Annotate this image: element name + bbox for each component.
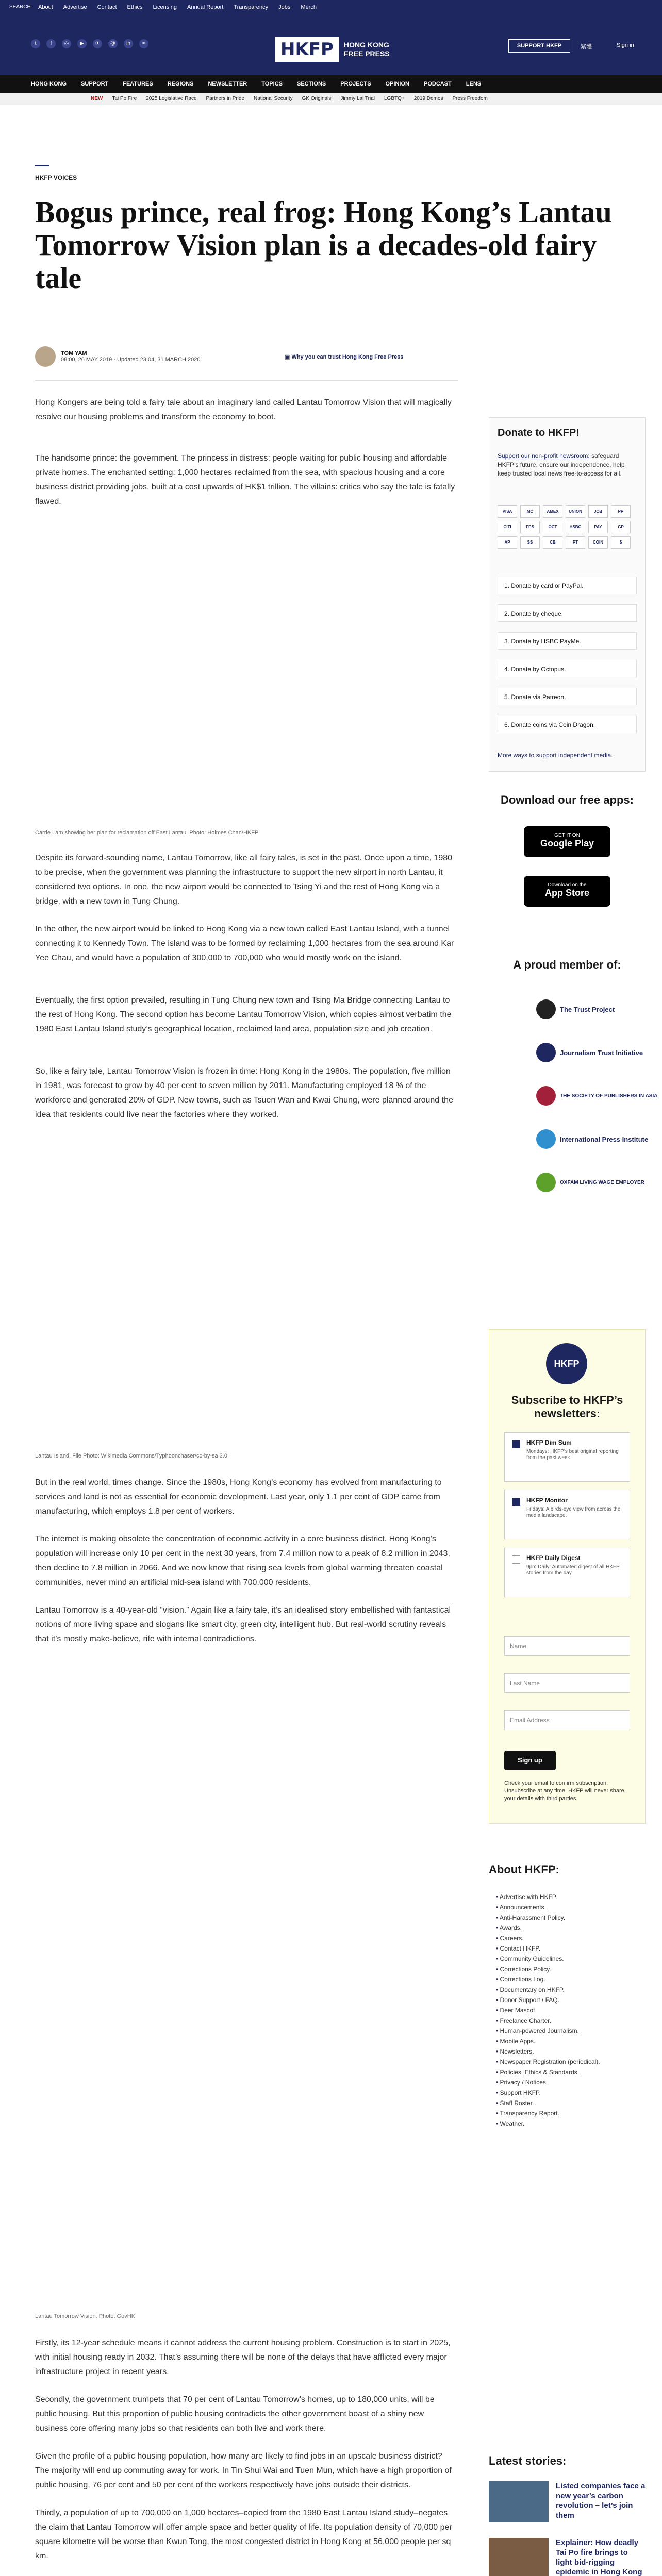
google-play-label: Google Play	[540, 838, 594, 849]
article-paragraph: Firstly, its 12-year schedule means it cannot address the current housing problem. Construction is to start in 2025, with initial housing ready in 2032. That’s assuming there will be none of the delays that have afflicted every major infrastructure project in recent years.	[35, 2338, 451, 2376]
member-logo[interactable]	[536, 1086, 657, 1106]
about-link[interactable]: • Transparency Report.	[496, 2108, 646, 2119]
shield-icon: ▣	[285, 354, 292, 360]
sign-in-link[interactable]: Sign in	[617, 42, 634, 48]
logo-line-1: HONG KONG	[343, 41, 389, 49]
image-caption: Lantau Island. File Photo: Wikimedia Commons/Typhoonchaser/cc-by-sa 3.0	[35, 1453, 227, 1459]
article-paragraph: The internet is making obsolete the concentration of economic activity in a core business district. Hong Kong’s population will increase only 10 per cent in the next 30 years, from 7.4 million now to a peak of 8.2 million in 2043, then decline to 7.8 million in 2066. And we now know that rising sea levels from global warming threaten coastal communities, never mind an artificial mid-sea island with 700,000 residents.	[35, 1535, 450, 1587]
payment-icon: GP	[611, 521, 631, 533]
kicker-rule	[35, 165, 49, 166]
language-switch[interactable]: 繁體	[581, 44, 592, 50]
byline	[35, 346, 201, 367]
about-link[interactable]: • Contact HKFP.	[496, 1943, 646, 1954]
about-link[interactable]: • Weather.	[496, 2119, 646, 2129]
newsletter-option-daily-digest[interactable]	[504, 1548, 630, 1597]
payment-icon: CB	[543, 536, 562, 549]
article-image	[35, 1680, 458, 2298]
about-link[interactable]: • Human-powered Journalism.	[496, 2026, 646, 2036]
jti-icon	[536, 1043, 556, 1062]
image-caption: Carrie Lam showing her plan for reclamation off East Lantau. Photo: Holmes Chan/HKFP	[35, 829, 259, 836]
utility-link-contact[interactable]: Contact	[97, 4, 117, 10]
newsletter-name: HKFP Dim Sum	[526, 1439, 572, 1446]
donate-option-octopus[interactable]: 4. Donate by Octopus.	[498, 660, 637, 677]
logo-text	[344, 41, 390, 58]
rss-icon[interactable]: ≈	[139, 39, 148, 48]
email-input[interactable]: Email Address	[504, 1710, 630, 1730]
member-logo[interactable]	[536, 1129, 648, 1149]
about-link[interactable]: • Freelance Charter.	[496, 2015, 646, 2026]
about-link[interactable]: • Anti-Harassment Policy.	[496, 1912, 646, 1923]
trending-item[interactable]: 2025 Legislative Race	[146, 96, 197, 101]
app-store-label: App Store	[544, 888, 589, 898]
newsletter-desc: 9pm Daily: Automated digest of all HKFP stories from the day.	[526, 1564, 620, 1576]
donate-option-coins[interactable]: 6. Donate coins via Coin Dragon.	[498, 716, 637, 733]
payment-methods	[498, 505, 637, 549]
ipi-icon	[536, 1129, 556, 1149]
donate-option-payme[interactable]: 3. Donate by HSBC PayMe.	[498, 632, 637, 650]
payment-icon: UNION	[566, 505, 585, 518]
about-link[interactable]: • Community Guidelines.	[496, 1954, 646, 1964]
nav-item-podcast[interactable]: PODCAST	[423, 81, 452, 87]
story-thumbnail[interactable]	[489, 2538, 549, 2576]
twitter-icon[interactable]: t	[31, 39, 40, 48]
nav-item-hong-kong[interactable]: HONG KONG	[31, 81, 67, 87]
story-item[interactable]	[489, 2481, 646, 2533]
payment-icon: OCT	[543, 521, 562, 533]
about-link[interactable]: • Privacy / Notices.	[496, 2077, 646, 2088]
app-store-small: Download on the	[548, 882, 587, 888]
newsletter-checkbox[interactable]	[512, 1498, 520, 1506]
about-link[interactable]: • Donor Support / FAQ.	[496, 1995, 646, 2005]
members-heading: A proud member of:	[513, 958, 621, 971]
google-play-badge[interactable]	[524, 826, 610, 857]
search-link[interactable]: SEARCH	[9, 4, 31, 10]
first-name-input[interactable]: Name	[504, 1636, 630, 1656]
story-item[interactable]	[489, 2538, 646, 2576]
trending-bar	[0, 93, 662, 105]
payment-icon: CITI	[498, 521, 517, 533]
newsletter-option-monitor[interactable]	[504, 1490, 630, 1539]
google-play-small: GET IT ON	[554, 833, 580, 838]
nav-item-newsletter[interactable]: NEWSLETTER	[208, 81, 247, 87]
trending-item[interactable]: Tai Po Fire	[112, 96, 137, 101]
trust-label: Why you can trust Hong Kong Free Press	[291, 354, 404, 360]
member-label: The Trust Project	[560, 1005, 615, 1013]
about-link[interactable]: • Newsletters.	[496, 2046, 646, 2057]
about-link[interactable]: • Careers.	[496, 1933, 646, 1943]
article-paragraph: Eventually, the first option prevailed, resulting in Tung Chung new town and Tsing Ma Bridge connecting Lantau to the rest of Hong Kong. The second option has become Lantau Tomorrow Vision, which copies almost verbatim the 1980 East Lantau Island study’s geographical location, reclaimed land area, population size and job creation.	[35, 996, 452, 1033]
nav-item-lens[interactable]: LENS	[466, 81, 482, 87]
logo-mark: HKFP	[275, 37, 339, 62]
story-thumbnail[interactable]	[489, 2481, 549, 2522]
payment-icon: JCB	[588, 505, 608, 518]
trending-item[interactable]: National Security	[254, 96, 293, 101]
trending-item[interactable]: GK Originals	[302, 96, 332, 101]
member-logo[interactable]	[536, 999, 615, 1019]
nav-item-opinion[interactable]: OPINION	[385, 81, 409, 87]
article-paragraph: Secondly, the government trumpets that 70 per cent of Lantau Tomorrow’s homes, up to 180,000 units, will be public housing. But this proportion of public housing contradicts the other government boast of a shiny new business core offering many jobs so that residents can both live and work there.	[35, 2395, 435, 2433]
social-icons	[31, 39, 148, 48]
instagram-icon[interactable]: ◎	[62, 39, 71, 48]
payment-icon: VISA	[498, 505, 517, 518]
article-kicker[interactable]: HKFP VOICES	[35, 174, 77, 181]
utility-bar	[0, 0, 662, 14]
payment-icon: $	[611, 536, 631, 549]
donate-widget	[489, 417, 646, 772]
member-logo[interactable]	[536, 1043, 643, 1062]
newsletter-desc: Mondays: HKFP’s best original reporting from the past week.	[526, 1449, 619, 1461]
story-title[interactable]: Explainer: How deadly Tai Po fire brings to light bid-rigging epidemic in Hong Kong	[556, 2538, 642, 2576]
nav-item-regions[interactable]: REGIONS	[167, 81, 194, 87]
article-paragraph: Lantau Tomorrow is a 40-year-old “vision.” Again like a fairy tale, it’s an idealised story embellished with fantastical notions of more living space and slogans like smart city, green city, intelligent hub. But real-world scrutiny reveals that it’s mostly make-believe, rife with internal contradictions.	[35, 1606, 451, 1643]
article-paragraph: Despite its forward-sounding name, Lantau Tomorrow, like all fairy tales, is set in the past. Once upon a time, 1980 to be precise, when the government was planning the infrastructure to support the new airport in north Lantau, it considered two options. In one, the new airport would be connected to Tsing Yi and the rest of Hong Kong via a bridge, with a new town in Tung Chung.	[35, 854, 453, 906]
payment-icon: PT	[566, 536, 585, 549]
payment-icon: PAY	[588, 521, 608, 533]
nav-item-support[interactable]: SUPPORT	[81, 81, 109, 87]
payment-icon: PP	[611, 505, 631, 518]
last-name-input[interactable]: Last Name	[504, 1673, 630, 1693]
about-link[interactable]: • Announcements.	[496, 1902, 646, 1912]
facebook-icon[interactable]: f	[46, 39, 56, 48]
member-label: OXFAM LIVING WAGE EMPLOYER	[560, 1179, 644, 1185]
donate-heading: Donate to HKFP!	[498, 427, 580, 438]
trending-item[interactable]: Jimmy Lai Trial	[340, 96, 375, 101]
linkedin-icon[interactable]: in	[124, 39, 133, 48]
trust-link[interactable]	[285, 353, 403, 360]
payment-icon: AP	[498, 536, 517, 549]
donate-description: safeguard HKFP’s future, ensure our independence, help keep trusted local news free-to-access for all.	[498, 452, 625, 477]
author-name[interactable]: TOM YAM	[61, 350, 87, 357]
app-store-badge[interactable]	[524, 876, 610, 907]
donate-support-link[interactable]: Support our non-profit newsroom:	[498, 452, 590, 460]
trending-item[interactable]: LGBTQ+	[384, 96, 405, 101]
member-label: International Press Institute	[560, 1135, 649, 1143]
oxfam-icon	[536, 1173, 556, 1192]
support-hkfp-button[interactable]: SUPPORT HKFP	[508, 39, 570, 53]
about-link[interactable]: • Newspaper Registration (periodical).	[496, 2057, 646, 2067]
donate-option-cheque[interactable]: 2. Donate by cheque.	[498, 604, 637, 622]
utility-link-advertise[interactable]: Advertise	[63, 4, 87, 10]
utility-link-annual-report[interactable]: Annual Report	[187, 4, 224, 10]
trust-project-icon	[536, 999, 556, 1019]
about-link[interactable]: • Mobile Apps.	[496, 2036, 646, 2046]
article-paragraph: Hong Kongers are being told a fairy tale about an imaginary land called Lantau Tomorrow Vision that will magically resolve our housing problems and transform the economy to boot.	[35, 398, 452, 421]
payment-icon: AMEX	[543, 505, 562, 518]
newsletter-checkbox[interactable]	[512, 1555, 520, 1564]
apps-heading: Download our free apps:	[501, 793, 634, 806]
image-caption: Lantau Tomorrow Vision. Photo: GovHK.	[35, 2313, 137, 2319]
payment-icon: SS	[520, 536, 540, 549]
member-logo[interactable]	[536, 1173, 644, 1192]
newsletter-checkbox[interactable]	[512, 1440, 520, 1448]
utility-link-merch[interactable]: Merch	[301, 4, 317, 10]
donate-option-patreon[interactable]: 5. Donate via Patreon.	[498, 688, 637, 705]
article-title: Bogus prince, real frog: Hong Kong’s Lantau Tomorrow Vision plan is a decades-old fairy tale	[35, 195, 612, 295]
main-nav	[0, 75, 662, 93]
nav-item-features[interactable]: FEATURES	[123, 81, 153, 87]
about-link[interactable]: • Corrections Log.	[496, 1974, 646, 1985]
member-label: Journalism Trust Initiative	[560, 1048, 643, 1057]
newsletter-desc: Fridays: A birds-eye view from across the media landscape.	[526, 1506, 621, 1518]
about-heading: About HKFP:	[489, 1863, 559, 1876]
divider	[35, 380, 458, 381]
article-paragraph: Thirdly, a population of up to 700,000 on 1,000 hectares–copied from the 1980 East Lantau Island study–negates the claim that Lantau Tomorrow will offer ample space and better quality of life. Its population density of 70,000 per square kilometre will be worse than Kwun Tong, the most congested district in Hong Kong at 56,000 people per sq km.	[35, 2509, 452, 2561]
trending-item[interactable]: Press Freedom	[452, 96, 488, 101]
article-dates: 08:00, 26 MAY 2019 · Updated 23:04, 31 MARCH 2020	[61, 357, 201, 363]
newsletter-logo: HKFP	[546, 1343, 587, 1384]
latest-heading: Latest stories:	[489, 2454, 567, 2467]
payment-icon: HSBC	[566, 521, 585, 533]
telegram-icon[interactable]: ✈	[93, 39, 102, 48]
newsletter-option-dim-sum[interactable]	[504, 1432, 630, 1482]
story-title[interactable]: Listed companies face a new year’s carbon revolution – let’s join them	[556, 2482, 646, 2520]
trending-item[interactable]: 2019 Demos	[413, 96, 443, 101]
article-paragraph: The handsome prince: the government. The princess in distress: people waiting for public housing and affordable private homes. The enchanted setting: 1,000 hectares reclaimed from the sea, with spacious housing and a core business district providing jobs, built at a cost upwards of HK$1 trillion. The villains: critics who say the tale is fatally flawed.	[35, 454, 455, 506]
article-paragraph: So, like a fairy tale, Lantau Tomorrow Vision is frozen in time: Hong Kong in the 1980s. The population, five million in 1981, was forecast to grow by 40 per cent to seven million by 2011. Manufacturing employed 18 % of the workforce and generated 20% of GDP. New towns, such as Tsuen Wan and Kwai Chung, were planned around the idea that residents could live near the factories where they worked.	[35, 1067, 453, 1119]
logo-line-2: FREE PRESS	[343, 49, 390, 58]
utility-links	[38, 4, 317, 10]
site-logo[interactable]	[275, 37, 390, 62]
trending-item[interactable]: Partners in Pride	[206, 96, 245, 101]
more-ways-link[interactable]: More ways to support independent media.	[498, 752, 613, 759]
article-paragraph: Given the profile of a public housing population, how many are likely to find jobs in an upscale business district? The majority will end up commuting away for work. In Tin Shui Wai and Tuen Mun, which have a high proportion of public housing, 76 per cent and 50 per cent of the workers respectively have jobs outside their districts.	[35, 2452, 452, 2489]
new-badge: NEW	[91, 96, 103, 101]
article-paragraph: In the other, the new airport would be linked to Hong Kong via a new town called East Lantau Island, with a tunnel connecting it to Kennedy Town. The island was to be formed by reclaiming 1,000 hectares from the sea around Kar Yee Chau, and would have a population of 300,000 to 700,000 who would mostly work on the island.	[35, 925, 454, 962]
newsletter-name: HKFP Monitor	[526, 1497, 568, 1504]
payment-icon: COIN	[588, 536, 608, 549]
article-image	[35, 526, 458, 814]
member-label: THE SOCIETY OF PUBLISHERS IN ASIA	[560, 1093, 658, 1099]
article-paragraph: But in the real world, times change. Since the 1980s, Hong Kong’s economy has evolved from manufacturing to services and land is not as essential for economic development. Last year, only 1.1 per cent of GDP came from manufacturing, which employs 1.8 per cent of workers.	[35, 1478, 442, 1516]
sopa-icon	[536, 1086, 556, 1106]
about-link[interactable]: • Awards.	[496, 1923, 646, 1933]
article-image	[35, 1154, 458, 1443]
about-link[interactable]: • Corrections Policy.	[496, 1964, 646, 1974]
nav-item-projects[interactable]: PROJECTS	[340, 81, 371, 87]
payment-icon: MC	[520, 505, 540, 518]
about-link[interactable]: • Advertise with HKFP.	[496, 1892, 646, 1902]
nav-item-sections[interactable]: SECTIONS	[297, 81, 326, 87]
about-links	[496, 1892, 646, 2129]
nav-item-topics[interactable]: TOPICS	[261, 81, 283, 87]
newsletter-name: HKFP Daily Digest	[526, 1554, 581, 1562]
about-link[interactable]: • Deer Mascot.	[496, 2005, 646, 2015]
youtube-icon[interactable]: ▶	[77, 39, 87, 48]
utility-link-ethics[interactable]: Ethics	[127, 4, 143, 10]
utility-link-about[interactable]: About	[38, 4, 53, 10]
author-avatar	[35, 346, 56, 367]
threads-icon[interactable]: @	[108, 39, 118, 48]
payment-icon: FPS	[520, 521, 540, 533]
donate-text	[498, 452, 637, 478]
utility-link-jobs[interactable]: Jobs	[278, 4, 291, 10]
about-link[interactable]: • Documentary on HKFP.	[496, 1985, 646, 1995]
utility-link-licensing[interactable]: Licensing	[153, 4, 177, 10]
utility-link-transparency[interactable]: Transparency	[234, 4, 269, 10]
about-link[interactable]: • Policies, Ethics & Standards.	[496, 2067, 646, 2077]
donate-option-card[interactable]: 1. Donate by card or PayPal.	[498, 577, 637, 594]
newsletter-heading: Subscribe to HKFP’s newsletters:	[511, 1394, 623, 1420]
about-link[interactable]: • Support HKFP.	[496, 2088, 646, 2098]
sign-up-button[interactable]: Sign up	[504, 1751, 556, 1770]
newsletter-footnote: Check your email to confirm subscription. Unsubscribe at any time. HKFP will never share your details with third parties.	[504, 1780, 624, 1802]
about-link[interactable]: • Staff Roster.	[496, 2098, 646, 2108]
